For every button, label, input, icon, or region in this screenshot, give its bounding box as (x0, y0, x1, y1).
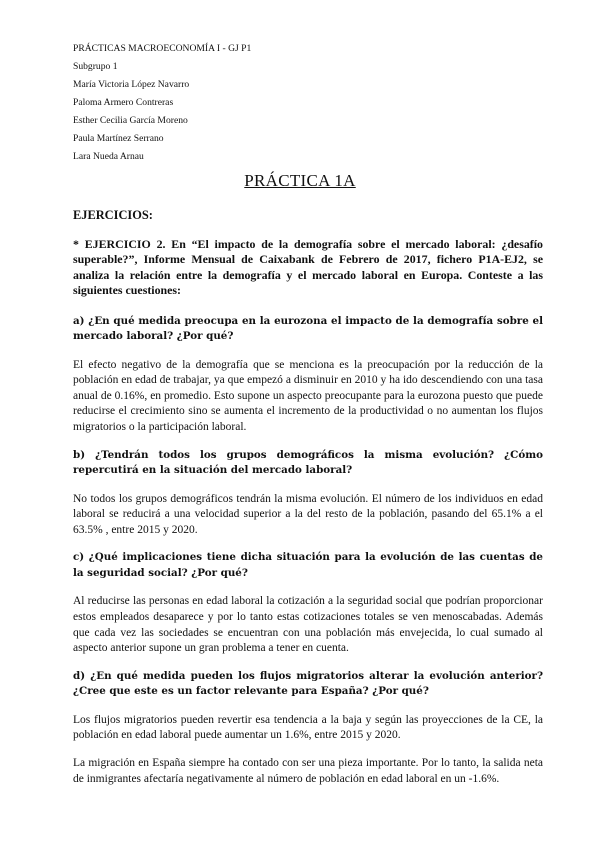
question-c: c) ¿Qué implicaciones tiene dicha situación para la evolución de las cuentas de la seguridad social? ¿Por qué? (73, 551, 543, 579)
author-name: Paula Martínez Serrano (73, 133, 164, 144)
author-name: Paloma Armero Contreras (73, 97, 174, 108)
author-name: Esther Cecilia García Moreno (73, 115, 188, 126)
question-b: b) ¿Tendrán todos los grupos demográficos la misma evolución? ¿Cómo repercutirá en la situación del mercado laboral? (73, 448, 543, 477)
answer-b: No todos los grupos demográficos tendrán la misma evolución. El número de los individuos en edad laboral se reducirá a una velocidad superior a la del resto de la población, pasando del 65.1% a el 63.5% , entre 2015 y 2020. (73, 492, 543, 536)
document-title: PRÁCTICA 1A (244, 171, 356, 190)
author-name: María Victoria López Navarro (73, 79, 190, 90)
question-a: a) ¿En qué medida preocupa en la eurozona el impacto de la demografía sobre el mercado laboral? ¿Por qué? (73, 314, 543, 343)
subgroup-line: Subgrupo 1 (73, 61, 118, 72)
course-line: PRÁCTICAS MACROECONOMÍA I - GJ P1 (73, 43, 252, 54)
question-d: d) ¿En qué medida pueden los flujos migratorios alterar la evolución anterior? ¿Cree que este es un factor relevante para España? ¿Por qué? (73, 669, 543, 698)
author-name: Lara Nueda Arnau (73, 151, 144, 162)
answer-a: El efecto negativo de la demografía que se menciona es la preocupación por la reducción de la población en edad de trabajar, ya que empezó a disminuir en 2010 y ha ido descendiendo con una tasa anual de 0.16%, en promedio. Esto supone un aspecto preocupante para la eurozona puesto que puede reducirse el crecimiento sino se aumenta el incremento de la productividad o no aumentan los flujos migratorios o la participación laboral. (73, 358, 543, 433)
document-body (73, 208, 543, 799)
answer-d-continued: La migración en España siempre ha contado con ser una pieza importante. Por lo tanto, la salida neta de inmigrantes afectaría negativamente al número de población en edad laboral en un -1.6%. (73, 756, 543, 785)
answer-c: Al reducirse las personas en edad laboral la cotización a la seguridad social que podrían proporcionar estos empleados desaparece y por lo tanto estas cotizaciones totales se ven menoscabadas. Además que cada vez las sociedades se encuentran con una población más envejecida, lo cual sumado al aspecto anterior supone un gran problema a tener en cuenta. (73, 595, 543, 655)
document-header (73, 40, 251, 166)
exercise-intro: * EJERCICIO 2. En “El impacto de la demografía sobre el mercado laboral: ¿desafío superable?”, Informe Mensual de Caixabank de Febrero de 2017, fichero P1A-EJ2, se analiza la relación entre la demografía y el mercado laboral en Europa. Conteste a las siguientes cuestiones: (73, 237, 543, 298)
section-heading: EJERCICIOS: (73, 208, 153, 222)
answer-d: Los flujos migratorios pueden revertir esa tendencia a la baja y según las proyecciones de la CE, la población en edad laboral puede aumentar un 1.6%, entre 2015 y 2020. (73, 713, 543, 742)
